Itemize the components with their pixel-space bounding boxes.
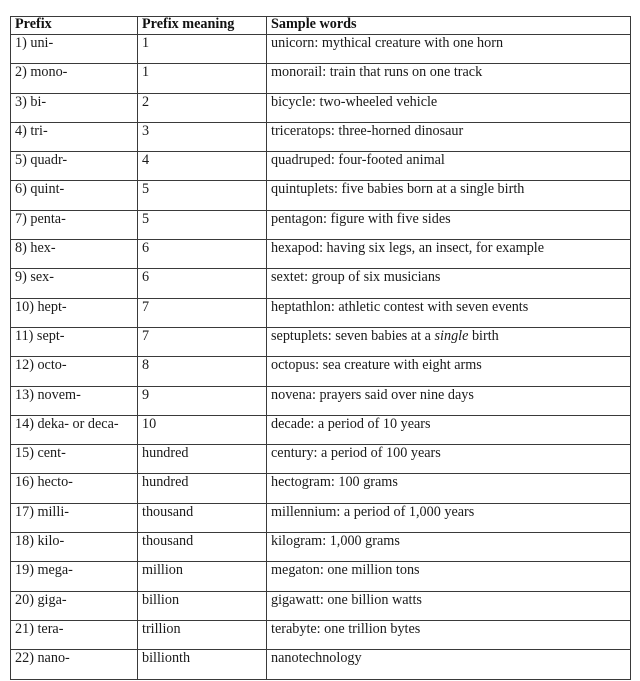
prefix-meaning-cell: 4: [138, 152, 267, 181]
sample-words-cell: hectogram: 100 grams: [267, 474, 631, 503]
prefix-cell: 7) penta-: [11, 210, 138, 239]
table-row: [11, 386, 631, 415]
prefix-meaning-cell: hundred: [138, 474, 267, 503]
prefix-meaning-cell: 3: [138, 122, 267, 151]
table-row: [11, 269, 631, 298]
sample-words-cell: octopus: sea creature with eight arms: [267, 357, 631, 386]
sample-words-cell: bicycle: two-wheeled vehicle: [267, 93, 631, 122]
prefix-meaning-cell: 7: [138, 298, 267, 327]
prefix-meaning-cell: 6: [138, 269, 267, 298]
prefix-meaning-cell: billionth: [138, 650, 267, 679]
table-row: [11, 533, 631, 562]
table-row: [11, 122, 631, 151]
sample-words-cell: megaton: one million tons: [267, 562, 631, 591]
table-row: [11, 64, 631, 93]
prefix-meaning-cell: 2: [138, 93, 267, 122]
sample-words-cell: triceratops: three-horned dinosaur: [267, 122, 631, 151]
prefix-meaning-cell: 5: [138, 210, 267, 239]
table-body: [11, 35, 631, 680]
prefix-table: [10, 16, 631, 680]
prefix-cell: 14) deka- or deca-: [11, 415, 138, 444]
table-row: [11, 503, 631, 532]
prefix-meaning-cell: thousand: [138, 533, 267, 562]
header-row: [11, 17, 631, 35]
prefix-meaning-cell: 5: [138, 181, 267, 210]
table-row: [11, 35, 631, 64]
table-row: [11, 152, 631, 181]
sample-words-cell: [267, 327, 631, 356]
sample-words-cell: gigawatt: one billion watts: [267, 591, 631, 620]
sample-words-cell: sextet: group of six musicians: [267, 269, 631, 298]
emphasized-text: single: [434, 327, 469, 344]
sample-words-cell: pentagon: figure with five sides: [267, 210, 631, 239]
prefix-meaning-cell: million: [138, 562, 267, 591]
prefix-meaning-cell: trillion: [138, 620, 267, 649]
sample-words-cell: unicorn: mythical creature with one horn: [267, 35, 631, 64]
table-row: [11, 298, 631, 327]
sample-words-cell: heptathlon: athletic contest with seven events: [267, 298, 631, 327]
prefix-cell: 16) hecto-: [11, 474, 138, 503]
header-sample-words: Sample words: [267, 17, 631, 35]
header-prefix-meaning: Prefix meaning: [138, 17, 267, 35]
prefix-meaning-cell: billion: [138, 591, 267, 620]
prefix-cell: 8) hex-: [11, 240, 138, 269]
sample-text: birth: [468, 327, 499, 344]
table-row: [11, 591, 631, 620]
sample-words-cell: decade: a period of 10 years: [267, 415, 631, 444]
table-row: [11, 415, 631, 444]
sample-words-cell: monorail: train that runs on one track: [267, 64, 631, 93]
prefix-cell: 6) quint-: [11, 181, 138, 210]
prefix-cell: 11) sept-: [11, 327, 138, 356]
header-prefix: Prefix: [11, 17, 138, 35]
sample-words-cell: nanotechnology: [267, 650, 631, 679]
sample-words-cell: century: a period of 100 years: [267, 445, 631, 474]
prefix-meaning-cell: thousand: [138, 503, 267, 532]
prefix-meaning-cell: hundred: [138, 445, 267, 474]
table-row: [11, 474, 631, 503]
sample-words-cell: terabyte: one trillion bytes: [267, 620, 631, 649]
prefix-meaning-cell: 7: [138, 327, 267, 356]
prefix-cell: 18) kilo-: [11, 533, 138, 562]
table-row: [11, 620, 631, 649]
prefix-cell: 5) quadr-: [11, 152, 138, 181]
prefix-meaning-cell: 6: [138, 240, 267, 269]
prefix-cell: 4) tri-: [11, 122, 138, 151]
prefix-cell: 21) tera-: [11, 620, 138, 649]
prefix-cell: 19) mega-: [11, 562, 138, 591]
prefix-cell: 22) nano-: [11, 650, 138, 679]
table-row: [11, 181, 631, 210]
prefix-meaning-cell: 1: [138, 35, 267, 64]
prefix-cell: 15) cent-: [11, 445, 138, 474]
prefix-cell: 9) sex-: [11, 269, 138, 298]
sample-text: septuplets: seven babies at a: [271, 327, 435, 344]
table-row: [11, 93, 631, 122]
prefix-meaning-cell: 8: [138, 357, 267, 386]
prefix-cell: 17) milli-: [11, 503, 138, 532]
prefix-meaning-cell: 9: [138, 386, 267, 415]
sample-words-cell: millennium: a period of 1,000 years: [267, 503, 631, 532]
prefix-cell: 3) bi-: [11, 93, 138, 122]
sample-words-cell: quintuplets: five babies born at a single birth: [267, 181, 631, 210]
prefix-cell: 1) uni-: [11, 35, 138, 64]
table-row: [11, 445, 631, 474]
table-row: [11, 650, 631, 679]
prefix-cell: 10) hept-: [11, 298, 138, 327]
table-row: [11, 210, 631, 239]
sample-words-cell: kilogram: 1,000 grams: [267, 533, 631, 562]
table-row: [11, 240, 631, 269]
prefix-cell: 2) mono-: [11, 64, 138, 93]
table-row: [11, 327, 631, 356]
sample-words-cell: novena: prayers said over nine days: [267, 386, 631, 415]
prefix-meaning-cell: 1: [138, 64, 267, 93]
prefix-cell: 20) giga-: [11, 591, 138, 620]
sample-words-cell: quadruped: four-footed animal: [267, 152, 631, 181]
prefix-cell: 12) octo-: [11, 357, 138, 386]
sample-words-cell: hexapod: having six legs, an insect, for example: [267, 240, 631, 269]
prefix-meaning-cell: 10: [138, 415, 267, 444]
table-row: [11, 357, 631, 386]
table-row: [11, 562, 631, 591]
prefix-cell: 13) novem-: [11, 386, 138, 415]
